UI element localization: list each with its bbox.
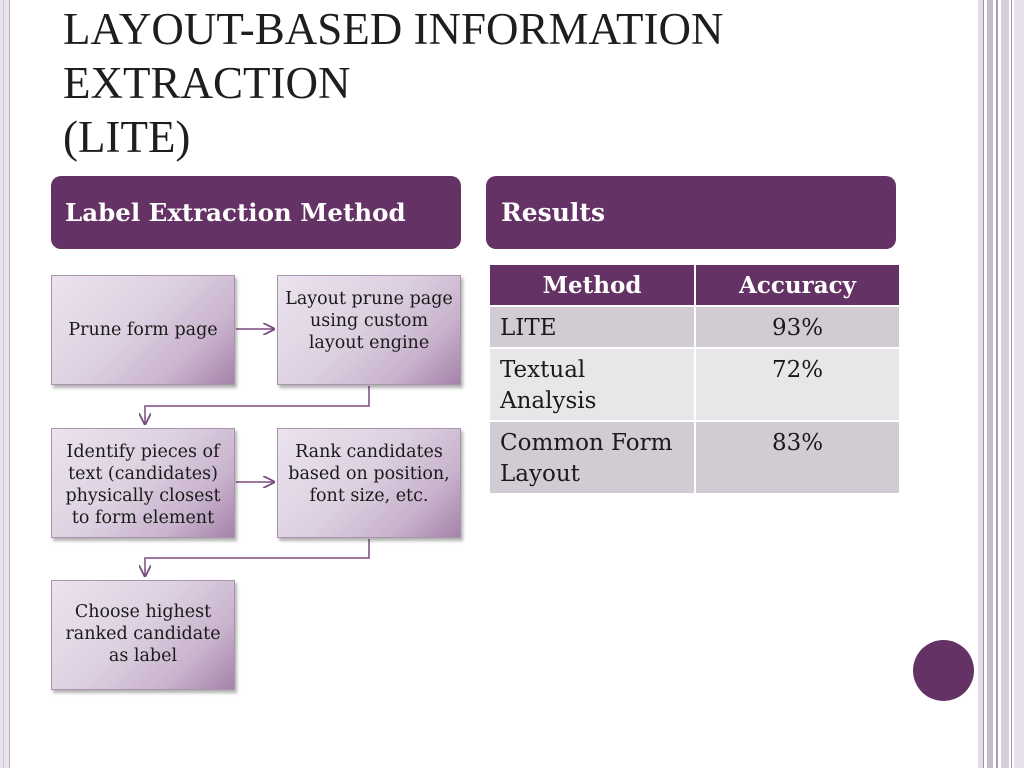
flow-step-layout-prune bbox=[277, 275, 461, 385]
results-header: Results bbox=[486, 176, 896, 249]
arrow-step4-to-step5 bbox=[145, 539, 369, 576]
label-extraction-method-header: Label Extraction Method bbox=[51, 176, 461, 249]
flow-step-choose-label bbox=[51, 580, 235, 690]
decorative-circle bbox=[913, 640, 974, 701]
slide-title: LAYOUT-BASED INFORMATION EXTRACTION (LITE) bbox=[63, 4, 724, 162]
table-row bbox=[490, 348, 899, 421]
method-cell: Textual Analysis bbox=[490, 348, 695, 421]
flow-step-rank-candidates bbox=[277, 428, 461, 538]
results-table bbox=[490, 265, 899, 493]
table-row bbox=[490, 306, 899, 348]
accuracy-cell: 93% bbox=[695, 306, 899, 348]
right-border-decoration bbox=[978, 0, 1024, 768]
method-cell: LITE bbox=[490, 306, 695, 348]
flow-step-label: Choose highest ranked candidate as label bbox=[65, 602, 221, 666]
flow-step-label: Rank candidates based on position, font size, etc. bbox=[288, 442, 450, 506]
flow-step-prune-form-page bbox=[51, 275, 235, 385]
flow-step-identify-candidates bbox=[51, 428, 235, 538]
column-header-method: Method bbox=[490, 265, 695, 306]
accuracy-cell: 72% bbox=[695, 348, 899, 421]
flow-step-label: Layout prune page using custom layout engine bbox=[285, 289, 453, 353]
table-header-row bbox=[490, 265, 899, 306]
column-header-accuracy: Accuracy bbox=[695, 265, 899, 306]
method-cell: Common Form Layout bbox=[490, 421, 695, 493]
flow-step-label: Prune form page bbox=[68, 320, 218, 340]
table-row bbox=[490, 421, 899, 493]
flow-step-label: Identify pieces of text (candidates) physically closest to form element bbox=[65, 442, 221, 528]
accuracy-cell: 83% bbox=[695, 421, 899, 493]
arrow-step2-to-step3 bbox=[145, 386, 369, 424]
